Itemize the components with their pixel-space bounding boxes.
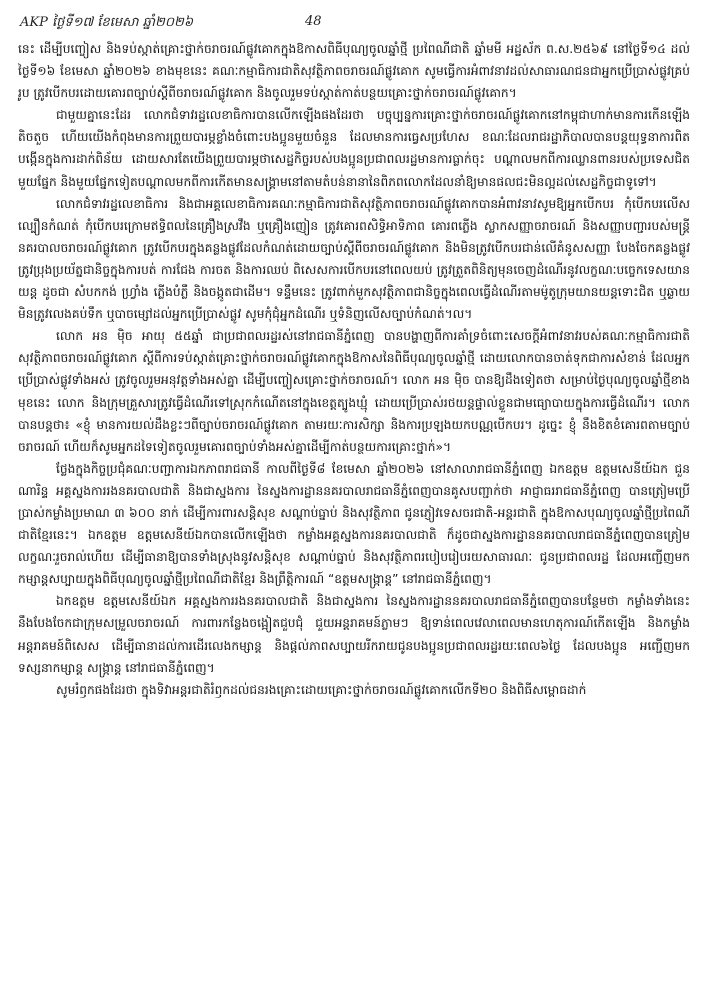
paragraph-2: ជាមួយគ្នានេះដែរ លោកជំទាវរដ្ឋលេខាធិការបានលើកឡើងផងដែរថា បច្ចុប្បន្នការគ្រោះថ្នាក់ចរាចរណ៍ផ្លូវគោកនៅកម្ពុជាហាក់មានការកើនឡើងតិចតួច ហើយយើងកំពុងមានការព្រួយបារម្ភខ្លាំងចំពោះបងប្អូនមួយចំនួន ដែលមានការធ្វេសប្រហែស ខណៈដែលរាជរដ្ឋាភិបាលបានបន្តយុទ្ធនាការពិតបង្កើនក្នុងការដាក់ពិន័យ ដោយសារតែយើងព្រួយបារម្ភថាសេដ្ឋកិច្ចរបស់បងប្អូនប្រជាពលរដ្ឋមានការធ្លាក់ចុះ បណ្តាលមកពីការឈ្លានពានរបស់ប្រទេសជិត មួយផ្នែក និងមួយផ្នែកទៀតបណ្តាលមកពីការកើតមានសង្គ្រាមនៅតាមតំបន់នានានៃពិភពលោកដែលនាំឱ្យមានផលជះមិនល្អដល់សេដ្ឋកិច្ចជាទូទៅ។ bbox=[18, 108, 690, 189]
page-number: 48 bbox=[305, 14, 322, 29]
paragraph-1: នេះ ដើម្បីបញ្ចៀស និងទប់ស្កាត់គ្រោះថ្នាក់ចរាចរណ៍ផ្លូវគោកក្នុងឱកាសពិធីបុណ្យចូលឆ្នាំថ្មី ប្រពៃណីជាតិ ឆ្នាំមមី អដ្ឋស័ក ព.ស.២៥៦៩ នៅថ្ងៃទី១៤ ដល់ថ្ងៃទី១៦ ខែមេសា ឆ្នាំ២០២៦ ខាងមុខនេះ គណៈកម្មាធិការជាតិសុវត្ថិភាពចរាចរណ៍ផ្លូវគោក សូមធ្វើការអំពាវនាវដល់សាធារណជនជាអ្នកប្រើប្រាស់ផ្លូវគ្រប់រូប ត្រូវបើកបរដោយគោរពច្បាប់ស្តីពីចរាចរណ៍ផ្លូវគោក និងចូលរួមទប់ស្កាត់កាត់បន្ថយគ្រោះថ្នាក់ចរាចរណ៍ផ្លូវគោក។ bbox=[18, 42, 690, 101]
paragraph-5: ថ្លែងក្នុងកិច្ចប្រជុំគណៈបញ្ជាការឯកភាពរាជធានី កាលពីថ្ងៃទី៨ ខែមេសា ឆ្នាំ២០២៦ នៅសាលារាជធានីភ្នំពេញ ឯកឧត្តម ឧត្តមសេនីយ៍ឯក ជួន ណារិន្ទ អគ្គស្នងការរងនគរបាលជាតិ និងជាស្នងការ នៃស្នងការដ្ឋាននគរបាលរាជធានីភ្នំពេញបានគូសបញ្ជាក់ថា អាជ្ញាធររាជធានីភ្នំពេញ បានត្រៀមប្រើប្រាស់កម្លាំងប្រមាណ ៣ ៦០០ នាក់ ដើម្បីការពារសន្តិសុខ សណ្តាប់ធ្នាប់ និងសុវត្ថិភាព ជូនភ្ញៀវទេសចរជាតិ-អន្តរជាតិ ក្នុងឱកាសបុណ្យចូលឆ្នាំថ្មីប្រពៃណីជាតិខ្មែរនេះ។ ឯកឧត្តម ឧត្តមសេនីយ៍ឯកបានលើកឡើងថា កម្លាំងអគ្គស្នងការនគរបាលជាតិ ក៏ដូចជាស្នងការដ្ឋាននគរបាលរាជធានីភ្នំពេញបានត្រៀមលក្ខណៈរួចរាល់ហើយ ដើម្បីធានាឱ្យបានទាំងស្រុងនូវសន្តិសុខ សណ្តាប់ធ្នាប់ និងសុវត្ថិភាពរបៀបរៀបរយសាធារណៈ ជូនប្រជាពលរដ្ឋ ដែលអញ្ជើញមកកម្សាន្តសប្បាយក្នុងពិធីបុណ្យចូលឆ្នាំថ្មីប្រពៃណីជាតិខ្មែរ និងព្រឹត្តិការណ៍ “ឧត្តមសង្ក្រាន្ត” នៅរាជធានីភ្នំពេញ។ bbox=[18, 461, 690, 587]
paragraph-6: ឯកឧត្តម ឧត្តមសេនីយ៍ឯក អគ្គស្នងការរងនគរបាលជាតិ និងជាស្នងការ នៃស្នងការដ្ឋាននគរបាលរាជធានីភ្នំពេញបានបន្ថែមថា កម្លាំងទាំងនេះ នឹងបែងចែកជាក្រុមសម្រួលចរាចរណ៍ ការពារកន្លែងចង្អៀតជួបជុំ ជួយអន្តរាគមន៍ភ្លាមៗ ឱ្យទាន់ពេលវេលាពេលមានហេតុការណ៍កើតឡើង និងកម្លាំងអន្តរាគមន៍ពិសេស ដើម្បីធានាដល់ការដើរលេងកម្សាន្ត និងផ្តល់ភាពសប្បាយរីករាយជូនបងប្អូនប្រជាពលរដ្ឋរយៈពេល៦ថ្ងៃ ដែលបងប្អូន អញ្ជើញមកទស្សនាកម្សាន្ត សង្ក្រាន្ត នៅរាជធានីភ្នំពេញ។ bbox=[18, 594, 690, 675]
paragraph-4: លោក អន ម៉ិច អាយុ ៥៥ឆ្នាំ ជាប្រជាពលរដ្ឋរស់នៅរាជធានីភ្នំពេញ បានបង្ហាញពីការគាំទ្រចំពោះសេចក្តីអំពាវនាវរបស់គណៈកម្មាធិការជាតិសុវត្ថិភាពចរាចរណ៍ផ្លូវគោក ស្តីពីការទប់ស្កាត់គ្រោះថ្នាក់ចរាចរណ៍ផ្លូវគោកក្នុងឱកាសនៃពិធីបុណ្យចូលឆ្នាំថ្មី ដោយលោកបានចាត់ទុកជាការសំខាន់ ដែលអ្នកប្រើប្រាស់ផ្លូវទាំងអស់ ត្រូវចូលរួមអនុវត្តទាំងអស់គ្នា ដើម្បីបញ្ចៀសគ្រោះថ្នាក់ចរាចរណ៍។ លោក អន ម៉ិច បានឱ្យដឹងទៀតថា សម្រាប់ថ្ងៃបុណ្យចូលឆ្នាំថ្មីខាងមុខនេះ លោក និងក្រុមគ្រួសារត្រូវធ្វើដំណើរទៅស្រុកកំណើតនៅក្នុងខេត្តត្បូងឃ្មុំ ដោយប្រើប្រាស់រថយន្តផ្ទាល់ខ្លួនជាមធ្យោបាយក្នុងការធ្វើដំណើរ។ លោកបានបន្តថា៖ «ខ្ញុំ មានការយល់ដឹងខ្លះៗពីច្បាប់ចរាចរណ៍ផ្លូវគោក តាមរយៈការសិក្សា និងការប្រឡងយកបណ្ណបើកបរ។ ដូច្នេះ ខ្ញុំ នឹងខិតខំគោរពតាមច្បាប់ចរាចរណ៍ ហើយក៏សូមអ្នកដទៃទៀតចូលរួមគោរពច្បាប់ទាំងអស់គ្នាដើម្បីកាត់បន្ថយការគ្រោះថ្នាក់»។ bbox=[18, 329, 690, 454]
paragraph-7: សូមរំឭកផងដែរថា ក្នុងទិវាអន្តរជាតិរំឭកដល់ជនរងគ្រោះដោយគ្រោះថ្នាក់ចរាចរណ៍ផ្លូវគោកលើកទី២០ និងពិធីសម្ពោធដាក់ bbox=[56, 682, 587, 697]
paragraph-3: លោកជំទាវរដ្ឋលេខាធិការ និងជាអគ្គលេខាធិការគណៈកម្មាធិការជាតិសុវត្ថិភាពចរាចរណ៍ផ្លូវគោកបានអំពាវនាវសូមឱ្យអ្នកបើកបរ កុំបើកបរលើសល្បឿនកំណត់ កុំបើកបរក្រោមឥទ្ធិពលនៃគ្រឿងស្រវឹង ឬគ្រឿងញៀន ត្រូវគោរពសិទ្ធិអាទិភាព គោរពភ្លើង ស្លាកសញ្ញាចរាចរណ៍ និងសញ្ញាបញ្ជារបស់មន្ត្រីនគរបាលចរាចរណ៍ផ្លូវគោក ត្រូវបើកបរក្នុងគន្លងផ្លូវដែលកំណត់ដោយច្បាប់ស្តីពីចរាចរណ៍ផ្លូវគោក និងមិនត្រូវបើកបរជាន់លើគំនូសសញ្ញា បែងចែកគន្លងផ្លូវ ត្រូវប្រុងប្រយ័ត្នជានិច្ចក្នុងការបត់ ការជែង ការចត និងការឈប់ ពិសេសការបើកបរនៅពេលយប់ ត្រូវត្រួតពិនិត្យមុនចេញដំណើរនូវលក្ខណៈបច្ចេកទេសយានយន្ត ដូចជា សំបកកង់ ហ្វ្រាំង ភ្លើងបំភ្លឺ និងចង្កូតជាដើម។ ទន្ទឹមនេះ ត្រូវពាក់មួកសុវត្ថិភាពជានិច្ចក្នុងពេលធ្វើដំណើរតាមម៉ូតូក្រុមយានយន្តទោះជិត ឬឆ្ងាយ មិនត្រូវលេងគប់ទឹក ឬបាចម្សៅដល់អ្នកប្រើប្រាស់ផ្លូវ សូមកុំជុំអ្នកដំណើរ ឬទំនិញលើសច្បាប់កំណត់។ល។ bbox=[18, 196, 690, 322]
running-header: AKP ថ្ងៃទី១៧ ខែមេសា ឆ្នាំ២០២៦ bbox=[20, 15, 194, 30]
article-body bbox=[18, 38, 690, 701]
